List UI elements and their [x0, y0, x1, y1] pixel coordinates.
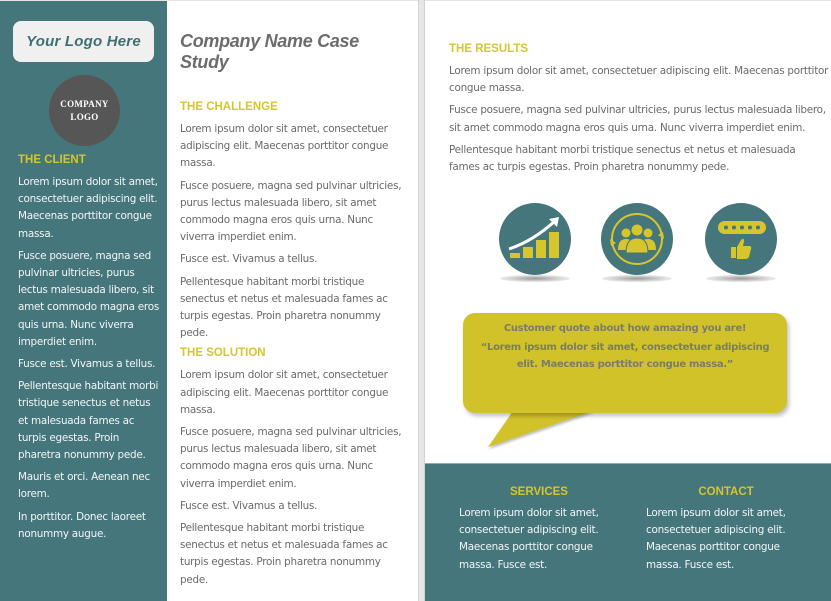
- speech-bubble-tail: [483, 411, 603, 451]
- challenge-paragraph: Pellentesque habitant morbi tristique senectus et netus et malesuada fames ac turpis egestas. Proin pharetra nonummy pede.: [180, 275, 388, 340]
- logo-placeholder-text: Your Logo Here: [26, 33, 141, 50]
- results-section: [449, 43, 829, 181]
- icon-shadow: [706, 275, 776, 282]
- solution-paragraph: Fusce est. Vivamus a tellus.: [180, 499, 318, 512]
- results-paragraph: Lorem ipsum dolor sit amet, consectetuer adipiscing elit. Maecenas porttitor congue massa.: [449, 65, 829, 95]
- contact-heading: CONTACT: [698, 486, 754, 498]
- solution-paragraph: Lorem ipsum dolor sit amet, consectetuer adipiscing elit. Maecenas porttitor congue massa.: [180, 369, 389, 416]
- solution-heading: THE SOLUTION: [180, 347, 266, 360]
- icon-shadow: [500, 275, 570, 282]
- quote-title: Customer quote about how amazing you are!: [503, 323, 747, 334]
- client-paragraph: Fusce posuere, magna sed pulvinar ultricies, purus lectus malesuada libero, sit amet commodo magna eros quis urna. Nunc viverra imperdiet enim.: [18, 249, 159, 348]
- page-title: Company Name Case Study: [180, 31, 359, 72]
- challenge-paragraph: Lorem ipsum dolor sit amet, consectetuer adipiscing elit. Maecenas porttitor congue massa.: [180, 123, 389, 170]
- page-gutter: [418, 0, 425, 601]
- results-heading: THE RESULTS: [449, 43, 529, 55]
- growth-chart-icon: [499, 203, 571, 275]
- sidebar: [0, 1, 167, 601]
- customer-quote: [463, 313, 789, 449]
- footer-band: [425, 463, 831, 601]
- services-heading: SERVICES: [510, 486, 568, 498]
- speech-bubble: [463, 313, 787, 413]
- team-cycle-icon: [601, 203, 673, 275]
- solution-paragraph: Pellentesque habitant morbi tristique senectus et netus et malesuada fames ac turpis egestas. Proin pharetra nonummy pede.: [180, 522, 388, 586]
- services-section: [459, 486, 619, 574]
- company-logo-line1: COMPANY: [60, 98, 109, 109]
- contact-section: [646, 486, 806, 574]
- quote-text: “Lorem ipsum dolor sit amet, consectetuer adipiscing elit. Maecenas porttitor congue massa.”: [480, 342, 770, 370]
- client-paragraph: Mauris et orci. Aenean nec lorem.: [18, 471, 150, 501]
- challenge-paragraph: Fusce posuere, magna sed pulvinar ultricies, purus lectus malesuada libero, sit amet commodo magna eros quis urna. Nunc viverra imperdiet enim.: [180, 179, 402, 244]
- contact-text: Lorem ipsum dolor sit amet, consectetuer adipiscing elit. Maecenas porttitor congue massa. Fusce est.: [646, 507, 786, 571]
- results-icons: [499, 203, 759, 283]
- client-heading: THE CLIENT: [18, 154, 86, 166]
- five-star-rating-icon: [705, 203, 777, 275]
- results-paragraph: Fusce posuere, magna sed pulvinar ultricies, purus lectus malesuada libero, sit amet commodo magna eros quis urna. Nunc viverra imperdiet enim.: [449, 104, 826, 134]
- client-paragraph: Fusce est. Vivamus a tellus.: [18, 358, 156, 371]
- icon-shadow: [602, 275, 672, 282]
- logo-placeholder[interactable]: [13, 21, 154, 62]
- company-logo[interactable]: [49, 75, 120, 146]
- challenge-heading: THE CHALLENGE: [180, 101, 278, 113]
- solution-paragraph: Fusce posuere, magna sed pulvinar ultricies, purus lectus malesuada libero, sit amet commodo magna eros quis urna. Nunc viverra imperdiet enim.: [180, 426, 402, 490]
- right-page: [425, 0, 831, 601]
- company-logo-line2: LOGO: [70, 111, 99, 122]
- main-column: [180, 31, 410, 594]
- client-paragraph: Lorem ipsum dolor sit amet, consectetuer adipiscing elit. Maecenas porttitor congue massa.: [18, 176, 158, 240]
- services-text: Lorem ipsum dolor sit amet, consectetuer adipiscing elit. Maecenas porttitor congue massa. Fusce est.: [459, 507, 599, 571]
- client-paragraph: Pellentesque habitant morbi tristique senectus et netus et malesuada fames ac turpis egestas. Proin pharetra nonummy pede.: [18, 380, 159, 462]
- challenge-paragraph: Fusce est. Vivamus a tellus.: [180, 253, 318, 266]
- client-section: [18, 154, 160, 548]
- client-paragraph: In porttitor. Donec laoreet nonummy augue.: [18, 510, 146, 540]
- results-paragraph: Pellentesque habitant morbi tristique senectus et netus et malesuada fames ac turpis egestas. Proin pharetra nonummy pede.: [449, 143, 796, 174]
